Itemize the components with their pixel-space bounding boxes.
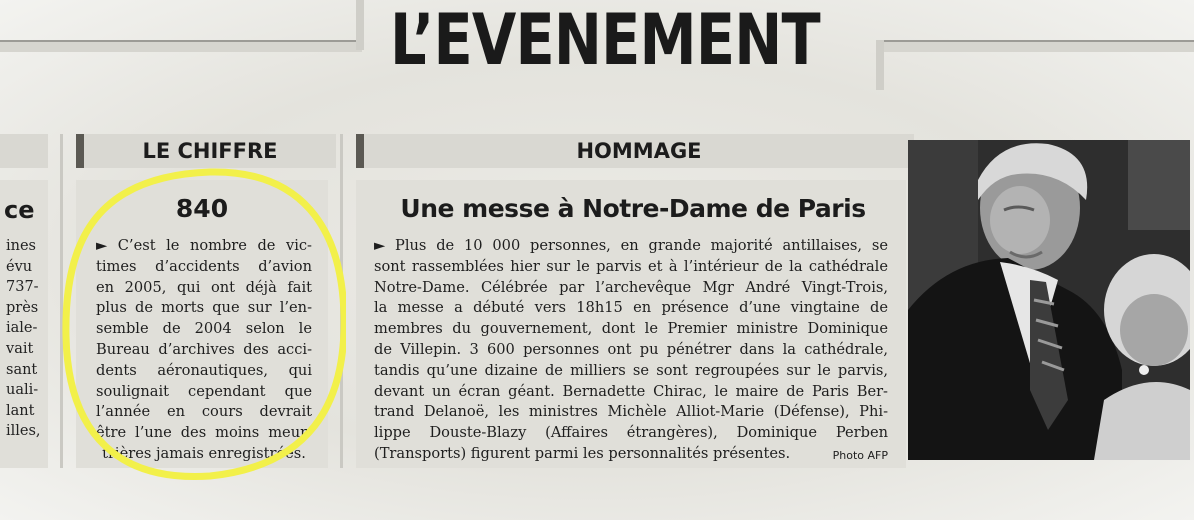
text-line: l’année en cours devrait — [96, 403, 312, 421]
text-line: dents aéronautiques, qui — [96, 361, 312, 379]
chiffre-section-header: LE CHIFFRE — [76, 134, 336, 168]
left-column-text — [6, 236, 46, 442]
text-line: être l’une des moins meur- — [96, 424, 312, 442]
left-headline-fragment: ce — [4, 196, 35, 224]
text-line: Notre-Dame. Célébrée par l’archevêque Mgr André Vingt-Trois, — [374, 278, 888, 296]
text-line: trières jamais enregistrées. — [102, 444, 306, 462]
header-tick-right — [876, 40, 884, 90]
text-line: sont rassemblées hier sur le parvis et à l’intérieur de la cathédrale — [374, 257, 888, 275]
hommage-article-text — [374, 236, 888, 467]
text-line: ► C’est le nombre de vic- — [96, 237, 312, 254]
text-line: lant — [6, 402, 35, 419]
text-line: uali- — [6, 382, 39, 399]
text-line: évu — [6, 258, 33, 275]
text-line: Bureau d’archives des acci- — [96, 340, 312, 358]
text-line: tandis qu’une dizaine de milliers se sont regroupées sur le parvis, — [374, 361, 888, 379]
hommage-section-header: HOMMAGE — [356, 134, 914, 168]
column-separator — [340, 134, 343, 468]
masthead: L’EVENEMENT — [390, 0, 820, 81]
text-line: iale- — [6, 320, 38, 337]
text-line-last — [374, 444, 888, 465]
chiffre-article-text — [96, 236, 312, 465]
header-tick-left — [356, 0, 364, 50]
text-line: plus de morts que sur l’en- — [96, 299, 312, 317]
text-line: ► Plus de 10 000 personnes, en grande majorité antillaises, se — [374, 237, 888, 254]
column-separator — [60, 134, 63, 468]
last-line-text: (Transports) figurent parmi les personnalités présentes. — [374, 444, 791, 462]
text-line: en 2005, qui ont déjà fait — [96, 278, 312, 296]
text-line: devant un écran géant. Bernadette Chirac, le maire de Paris Ber- — [374, 382, 888, 400]
header-rule-left — [0, 40, 362, 52]
news-photo — [908, 140, 1190, 460]
text-line: semble de 2004 selon le — [96, 320, 312, 338]
chiffre-number: 840 — [175, 194, 229, 223]
text-line: la messe a débuté vers 18h15 en présence d’une vingtaine de — [374, 299, 888, 317]
text-line: illes, — [6, 423, 41, 440]
text-line: sant — [6, 361, 38, 378]
text-line: de Villepin. 3 600 personnes ont pu pénétrer dans la cathédrale, — [374, 340, 888, 358]
hommage-headline: Une messe à Notre-Dame de Paris — [400, 194, 866, 223]
text-line: soulignait cependant que — [96, 382, 312, 400]
text-line: près — [6, 299, 39, 316]
text-line: trand Delanoë, les ministres Michèle Alliot-Marie (Défense), Phi- — [374, 403, 888, 421]
text-line: 737- — [6, 279, 39, 296]
photo-credit: Photo AFP — [832, 448, 888, 462]
photo-illustration — [908, 140, 1190, 460]
text-line: ines — [6, 238, 36, 254]
text-line: membres du gouvernement, dont le Premier ministre Dominique — [374, 320, 888, 338]
header-rule-right — [880, 40, 1194, 52]
text-line: times d’accidents d’avion — [96, 257, 312, 275]
left-section-header — [0, 134, 48, 168]
text-line: vait — [6, 340, 34, 357]
text-line: lippe Douste-Blazy (Affaires étrangères), Dominique Perben — [374, 424, 888, 442]
